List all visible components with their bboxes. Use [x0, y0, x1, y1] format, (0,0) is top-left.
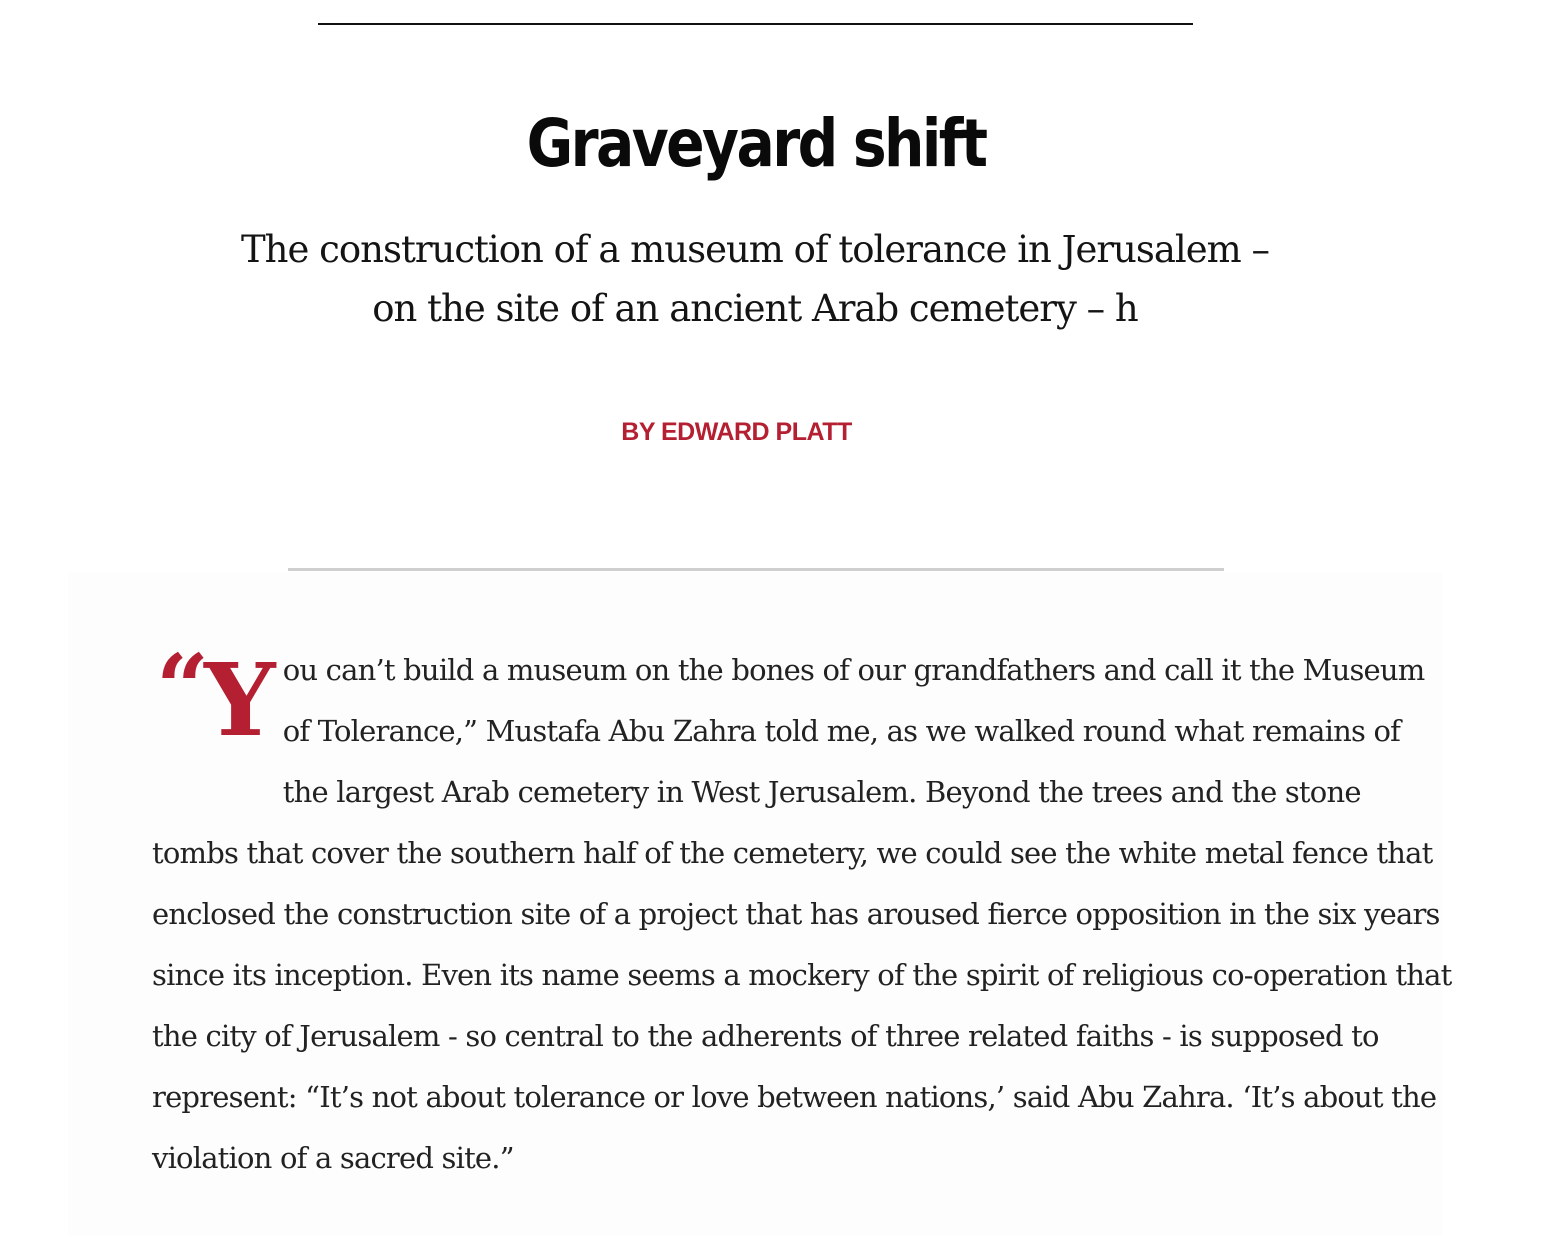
byline[interactable]: BY EDWARD PLATT — [621, 418, 852, 446]
headline: Graveyard shift — [526, 105, 986, 182]
drop-cap-letter: Y — [204, 641, 275, 759]
standfirst — [180, 220, 1330, 338]
drop-cap-quote: “ — [156, 634, 209, 742]
article-body — [152, 634, 1452, 1189]
standfirst-line-2: on the site of an ancient Arab cemetery – h — [372, 287, 1138, 330]
drop-cap — [156, 634, 275, 764]
top-divider — [318, 23, 1193, 25]
standfirst-line-1: The construction of a museum of tolerance in Jerusalem – — [240, 228, 1270, 271]
article-body-text: ou can’t build a museum on the bones of our grandfathers and call it the Museum of Tolerance,” Mustafa Abu Zahra told me, as we walked round what remains of the largest Arab cemetery in West Jerusalem. Beyond the trees and the stone tombs that cover the southern half of the cemetery, we could see the white metal fence that enclosed the construction site of a project that has aroused fierce opposition in the six years since its inception. Even its name seems a mockery of the spirit of religious co-operation that the city of Jerusalem - so central to the adherents of three related faiths - is supposed to represent: “It’s not about tolerance or love between nations,’ said Abu Zahra. ‘It’s about the violation of a sacred site.” — [152, 653, 1452, 1175]
section-divider — [288, 568, 1224, 571]
